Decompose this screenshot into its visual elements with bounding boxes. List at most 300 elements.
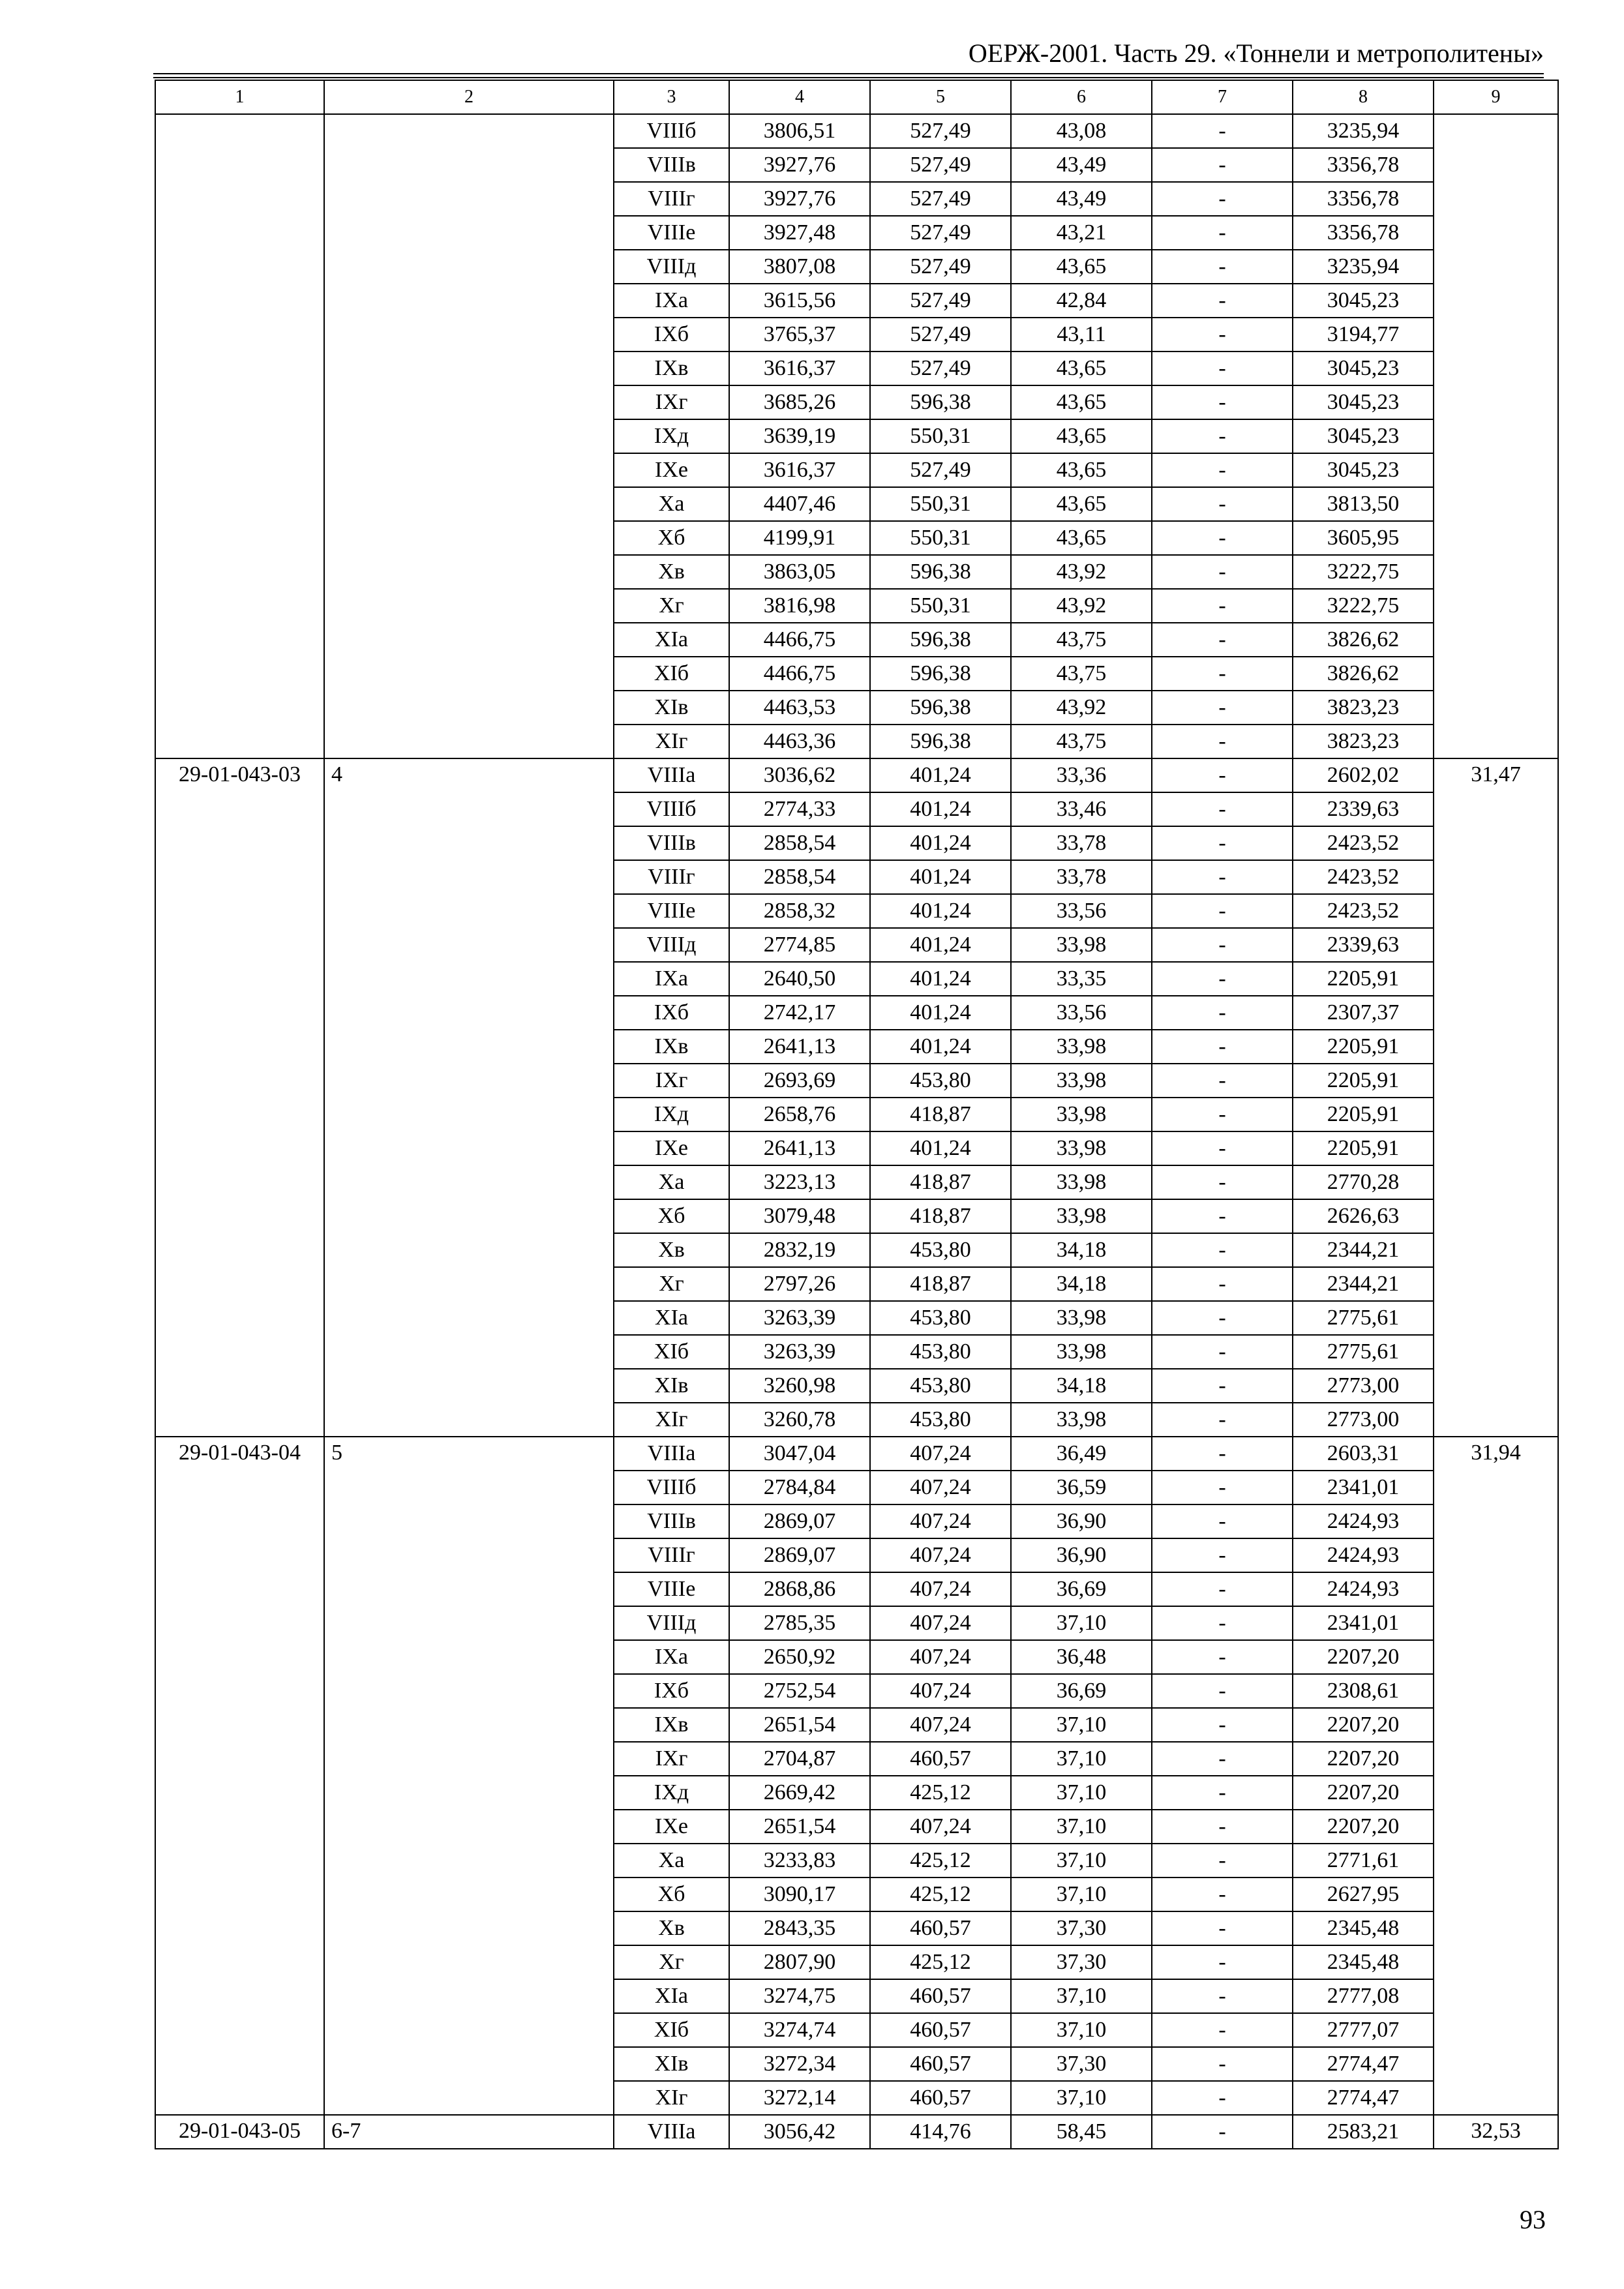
direct-cost-cell: 2640,50	[729, 962, 870, 996]
machine-cost-cell: 43,11	[1011, 318, 1152, 352]
machine-cost-cell: 37,10	[1011, 1742, 1152, 1776]
driver-wages-cell: -	[1152, 758, 1293, 792]
wages-cell: 453,80	[870, 1335, 1011, 1369]
driver-wages-cell: -	[1152, 1030, 1293, 1064]
machine-cost-cell: 33,35	[1011, 962, 1152, 996]
materials-cost-cell: 3823,23	[1293, 725, 1434, 758]
machine-cost-cell: 43,49	[1011, 148, 1152, 182]
wages-cell: 401,24	[870, 758, 1011, 792]
wages-cell: 596,38	[870, 725, 1011, 758]
driver-wages-cell: -	[1152, 1878, 1293, 1911]
machine-cost-cell: 43,92	[1011, 691, 1152, 725]
materials-cost-cell: 2603,31	[1293, 1437, 1434, 1471]
zone-cell: VIIIб	[614, 114, 729, 148]
zone-cell: VIIIб	[614, 792, 729, 826]
driver-wages-cell: -	[1152, 589, 1293, 623]
materials-cost-cell: 2770,28	[1293, 1165, 1434, 1199]
driver-wages-cell: -	[1152, 725, 1293, 758]
materials-cost-cell: 2423,52	[1293, 894, 1434, 928]
wages-cell: 407,24	[870, 1504, 1011, 1538]
direct-cost-cell: 2650,92	[729, 1640, 870, 1674]
wages-cell: 550,31	[870, 487, 1011, 521]
wages-cell: 527,49	[870, 114, 1011, 148]
driver-wages-cell: -	[1152, 792, 1293, 826]
zone-cell: VIIIб	[614, 1471, 729, 1504]
zone-cell: VIIIа	[614, 758, 729, 792]
zone-cell: VIIIе	[614, 1572, 729, 1606]
zone-cell: IXг	[614, 1064, 729, 1098]
materials-cost-cell: 2627,95	[1293, 1878, 1434, 1911]
driver-wages-cell: -	[1152, 928, 1293, 962]
machine-cost-cell: 43,65	[1011, 487, 1152, 521]
wages-cell: 460,57	[870, 2081, 1011, 2115]
zone-cell: VIIIа	[614, 2115, 729, 2149]
page-number: 93	[1520, 2205, 1546, 2234]
direct-cost-cell: 2774,33	[729, 792, 870, 826]
column-number: 9	[1434, 80, 1558, 114]
materials-cost-cell: 2205,91	[1293, 962, 1434, 996]
zone-cell: XIв	[614, 1369, 729, 1403]
wages-cell: 401,24	[870, 1030, 1011, 1064]
materials-cost-cell: 2771,61	[1293, 1844, 1434, 1878]
zone-cell: IXб	[614, 996, 729, 1030]
machine-cost-cell: 34,18	[1011, 1267, 1152, 1301]
group-number-cell: 4	[324, 758, 614, 1437]
direct-cost-cell: 2774,85	[729, 928, 870, 962]
driver-wages-cell: -	[1152, 148, 1293, 182]
materials-cost-cell: 3045,23	[1293, 284, 1434, 318]
machine-cost-cell: 42,84	[1011, 284, 1152, 318]
driver-wages-cell: -	[1152, 1437, 1293, 1471]
direct-cost-cell: 3616,37	[729, 352, 870, 385]
zone-cell: XIб	[614, 1335, 729, 1369]
machine-cost-cell: 33,56	[1011, 996, 1152, 1030]
driver-wages-cell: -	[1152, 1606, 1293, 1640]
zone-cell: VIIIг	[614, 1538, 729, 1572]
machine-cost-cell: 36,69	[1011, 1674, 1152, 1708]
wages-cell: 527,49	[870, 352, 1011, 385]
machine-cost-cell: 43,21	[1011, 216, 1152, 250]
wages-cell: 527,49	[870, 250, 1011, 284]
group-number-cell: 5	[324, 1437, 614, 2115]
materials-cost-cell: 2345,48	[1293, 1945, 1434, 1979]
zone-cell: IXв	[614, 1708, 729, 1742]
table-row	[155, 1437, 1558, 1471]
zone-cell: IXе	[614, 1810, 729, 1844]
materials-cost-cell: 2602,02	[1293, 758, 1434, 792]
wages-cell: 401,24	[870, 962, 1011, 996]
machine-cost-cell: 43,65	[1011, 453, 1152, 487]
materials-cost-cell: 3605,95	[1293, 521, 1434, 555]
machine-cost-cell: 43,08	[1011, 114, 1152, 148]
machine-cost-cell: 37,10	[1011, 1979, 1152, 2013]
driver-wages-cell: -	[1152, 555, 1293, 589]
direct-cost-cell: 2704,87	[729, 1742, 870, 1776]
materials-cost-cell: 3356,78	[1293, 182, 1434, 216]
wages-cell: 401,24	[870, 996, 1011, 1030]
page-header-title: ОЕРЖ-2001. Часть 29. «Тоннели и метрополитены»	[968, 38, 1544, 68]
driver-wages-cell: -	[1152, 1369, 1293, 1403]
materials-cost-cell: 3356,78	[1293, 216, 1434, 250]
direct-cost-cell: 2832,19	[729, 1233, 870, 1267]
driver-wages-cell: -	[1152, 1403, 1293, 1437]
column-number: 1	[155, 80, 324, 114]
zone-cell: XIв	[614, 691, 729, 725]
wages-cell: 401,24	[870, 792, 1011, 826]
zone-cell: XIг	[614, 1403, 729, 1437]
machine-cost-cell: 33,98	[1011, 1165, 1152, 1199]
driver-wages-cell: -	[1152, 1979, 1293, 2013]
direct-cost-cell: 2868,86	[729, 1572, 870, 1606]
machine-cost-cell: 33,98	[1011, 1301, 1152, 1335]
machine-cost-cell: 36,59	[1011, 1471, 1152, 1504]
driver-wages-cell: -	[1152, 318, 1293, 352]
machine-cost-cell: 43,49	[1011, 182, 1152, 216]
materials-cost-cell: 2423,52	[1293, 860, 1434, 894]
driver-wages-cell: -	[1152, 2013, 1293, 2047]
wages-cell: 453,80	[870, 1301, 1011, 1335]
column-number-row	[155, 80, 1558, 114]
machine-cost-cell: 37,10	[1011, 1810, 1152, 1844]
price-table	[155, 80, 1559, 2149]
direct-cost-cell: 2858,54	[729, 860, 870, 894]
driver-wages-cell: -	[1152, 1098, 1293, 1131]
materials-cost-cell: 2339,63	[1293, 792, 1434, 826]
direct-cost-cell: 3927,76	[729, 182, 870, 216]
driver-wages-cell: -	[1152, 1911, 1293, 1945]
machine-cost-cell: 33,98	[1011, 1335, 1152, 1369]
materials-cost-cell: 2205,91	[1293, 1064, 1434, 1098]
labor-cost-cell: 31,47	[1434, 758, 1558, 1437]
machine-cost-cell: 37,10	[1011, 1708, 1152, 1742]
zone-cell: VIIIе	[614, 216, 729, 250]
materials-cost-cell: 3826,62	[1293, 623, 1434, 657]
wages-cell: 425,12	[870, 1776, 1011, 1810]
direct-cost-cell: 2742,17	[729, 996, 870, 1030]
wages-cell: 418,87	[870, 1165, 1011, 1199]
header-rule-top	[153, 73, 1544, 74]
group-number-cell	[324, 114, 614, 758]
machine-cost-cell: 33,98	[1011, 1199, 1152, 1233]
driver-wages-cell: -	[1152, 691, 1293, 725]
direct-cost-cell: 3685,26	[729, 385, 870, 419]
machine-cost-cell: 36,90	[1011, 1504, 1152, 1538]
materials-cost-cell: 2423,52	[1293, 826, 1434, 860]
driver-wages-cell: -	[1152, 860, 1293, 894]
machine-cost-cell: 43,75	[1011, 657, 1152, 691]
wages-cell: 550,31	[870, 419, 1011, 453]
driver-wages-cell: -	[1152, 1267, 1293, 1301]
driver-wages-cell: -	[1152, 623, 1293, 657]
zone-cell: XIа	[614, 1301, 729, 1335]
zone-cell: IXв	[614, 1030, 729, 1064]
materials-cost-cell: 3222,75	[1293, 555, 1434, 589]
driver-wages-cell: -	[1152, 385, 1293, 419]
direct-cost-cell: 2843,35	[729, 1911, 870, 1945]
driver-wages-cell: -	[1152, 1199, 1293, 1233]
machine-cost-cell: 33,98	[1011, 1064, 1152, 1098]
direct-cost-cell: 2641,13	[729, 1030, 870, 1064]
direct-cost-cell: 3090,17	[729, 1878, 870, 1911]
materials-cost-cell: 2424,93	[1293, 1504, 1434, 1538]
zone-cell: XIб	[614, 657, 729, 691]
zone-cell: VIIIв	[614, 826, 729, 860]
materials-cost-cell: 2308,61	[1293, 1674, 1434, 1708]
direct-cost-cell: 2785,35	[729, 1606, 870, 1640]
norm-code-cell: 29-01-043-04	[155, 1437, 324, 2115]
machine-cost-cell: 36,90	[1011, 1538, 1152, 1572]
direct-cost-cell: 3036,62	[729, 758, 870, 792]
driver-wages-cell: -	[1152, 250, 1293, 284]
direct-cost-cell: 2869,07	[729, 1538, 870, 1572]
direct-cost-cell: 3233,83	[729, 1844, 870, 1878]
materials-cost-cell: 2775,61	[1293, 1335, 1434, 1369]
direct-cost-cell: 4463,36	[729, 725, 870, 758]
wages-cell: 527,49	[870, 148, 1011, 182]
materials-cost-cell: 3045,23	[1293, 352, 1434, 385]
materials-cost-cell: 2344,21	[1293, 1233, 1434, 1267]
driver-wages-cell: -	[1152, 894, 1293, 928]
direct-cost-cell: 3272,14	[729, 2081, 870, 2115]
materials-cost-cell: 2207,20	[1293, 1742, 1434, 1776]
driver-wages-cell: -	[1152, 521, 1293, 555]
materials-cost-cell: 2205,91	[1293, 1098, 1434, 1131]
norm-code-cell: 29-01-043-03	[155, 758, 324, 1437]
zone-cell: IXд	[614, 1776, 729, 1810]
direct-cost-cell: 3616,37	[729, 453, 870, 487]
driver-wages-cell: -	[1152, 114, 1293, 148]
driver-wages-cell: -	[1152, 2115, 1293, 2149]
materials-cost-cell: 2424,93	[1293, 1538, 1434, 1572]
zone-cell: IXа	[614, 962, 729, 996]
direct-cost-cell: 2752,54	[729, 1674, 870, 1708]
column-number: 7	[1152, 80, 1293, 114]
driver-wages-cell: -	[1152, 1131, 1293, 1165]
wages-cell: 407,24	[870, 1471, 1011, 1504]
zone-cell: Xб	[614, 521, 729, 555]
driver-wages-cell: -	[1152, 1471, 1293, 1504]
driver-wages-cell: -	[1152, 453, 1293, 487]
machine-cost-cell: 43,92	[1011, 589, 1152, 623]
materials-cost-cell: 2205,91	[1293, 1030, 1434, 1064]
direct-cost-cell: 2869,07	[729, 1504, 870, 1538]
driver-wages-cell: -	[1152, 487, 1293, 521]
wages-cell: 407,24	[870, 1538, 1011, 1572]
labor-cost-cell	[1434, 114, 1558, 758]
driver-wages-cell: -	[1152, 284, 1293, 318]
materials-cost-cell: 2775,61	[1293, 1301, 1434, 1335]
wages-cell: 527,49	[870, 453, 1011, 487]
zone-cell: VIIIв	[614, 148, 729, 182]
machine-cost-cell: 33,98	[1011, 1403, 1152, 1437]
machine-cost-cell: 37,10	[1011, 1878, 1152, 1911]
table-row	[155, 758, 1558, 792]
norm-code-cell	[155, 114, 324, 758]
zone-cell: Xв	[614, 1233, 729, 1267]
driver-wages-cell: -	[1152, 1504, 1293, 1538]
machine-cost-cell: 33,78	[1011, 860, 1152, 894]
direct-cost-cell: 3615,56	[729, 284, 870, 318]
materials-cost-cell: 2307,37	[1293, 996, 1434, 1030]
driver-wages-cell: -	[1152, 1301, 1293, 1335]
driver-wages-cell: -	[1152, 1335, 1293, 1369]
driver-wages-cell: -	[1152, 1233, 1293, 1267]
header-rule-bottom	[153, 77, 1544, 78]
machine-cost-cell: 37,30	[1011, 1911, 1152, 1945]
zone-cell: VIIIд	[614, 928, 729, 962]
zone-cell: Xг	[614, 1267, 729, 1301]
driver-wages-cell: -	[1152, 1776, 1293, 1810]
materials-cost-cell: 3826,62	[1293, 657, 1434, 691]
wages-cell: 407,24	[870, 1606, 1011, 1640]
wages-cell: 453,80	[870, 1233, 1011, 1267]
machine-cost-cell: 43,65	[1011, 352, 1152, 385]
direct-cost-cell: 4466,75	[729, 657, 870, 691]
direct-cost-cell: 2658,76	[729, 1098, 870, 1131]
direct-cost-cell: 4407,46	[729, 487, 870, 521]
direct-cost-cell: 3765,37	[729, 318, 870, 352]
machine-cost-cell: 43,75	[1011, 725, 1152, 758]
wages-cell: 453,80	[870, 1403, 1011, 1437]
wages-cell: 596,38	[870, 555, 1011, 589]
wages-cell: 407,24	[870, 1437, 1011, 1471]
machine-cost-cell: 33,36	[1011, 758, 1152, 792]
materials-cost-cell: 3356,78	[1293, 148, 1434, 182]
zone-cell: VIIIд	[614, 250, 729, 284]
materials-cost-cell: 2774,47	[1293, 2081, 1434, 2115]
column-number: 2	[324, 80, 614, 114]
direct-cost-cell: 2858,54	[729, 826, 870, 860]
materials-cost-cell: 2774,47	[1293, 2047, 1434, 2081]
machine-cost-cell: 43,75	[1011, 623, 1152, 657]
materials-cost-cell: 3222,75	[1293, 589, 1434, 623]
wages-cell: 527,49	[870, 216, 1011, 250]
table-row	[155, 2115, 1558, 2149]
driver-wages-cell: -	[1152, 182, 1293, 216]
wages-cell: 596,38	[870, 691, 1011, 725]
driver-wages-cell: -	[1152, 1810, 1293, 1844]
machine-cost-cell: 34,18	[1011, 1369, 1152, 1403]
driver-wages-cell: -	[1152, 1538, 1293, 1572]
wages-cell: 460,57	[870, 1979, 1011, 2013]
materials-cost-cell: 2777,08	[1293, 1979, 1434, 2013]
wages-cell: 401,24	[870, 1131, 1011, 1165]
machine-cost-cell: 33,56	[1011, 894, 1152, 928]
wages-cell: 453,80	[870, 1064, 1011, 1098]
zone-cell: Xа	[614, 1844, 729, 1878]
materials-cost-cell: 2424,93	[1293, 1572, 1434, 1606]
machine-cost-cell: 37,10	[1011, 1844, 1152, 1878]
direct-cost-cell: 3260,78	[729, 1403, 870, 1437]
column-number: 6	[1011, 80, 1152, 114]
wages-cell: 407,24	[870, 1708, 1011, 1742]
machine-cost-cell: 36,69	[1011, 1572, 1152, 1606]
driver-wages-cell: -	[1152, 1844, 1293, 1878]
wages-cell: 425,12	[870, 1878, 1011, 1911]
zone-cell: Xв	[614, 555, 729, 589]
direct-cost-cell: 3816,98	[729, 589, 870, 623]
zone-cell: IXб	[614, 1674, 729, 1708]
direct-cost-cell: 3047,04	[729, 1437, 870, 1471]
driver-wages-cell: -	[1152, 352, 1293, 385]
zone-cell: IXе	[614, 453, 729, 487]
driver-wages-cell: -	[1152, 1640, 1293, 1674]
zone-cell: XIг	[614, 2081, 729, 2115]
zone-cell: Xв	[614, 1911, 729, 1945]
wages-cell: 401,24	[870, 860, 1011, 894]
zone-cell: XIа	[614, 1979, 729, 2013]
direct-cost-cell: 2651,54	[729, 1708, 870, 1742]
wages-cell: 460,57	[870, 2013, 1011, 2047]
zone-cell: VIIIг	[614, 860, 729, 894]
direct-cost-cell: 3927,48	[729, 216, 870, 250]
zone-cell: Xб	[614, 1199, 729, 1233]
zone-cell: Xа	[614, 487, 729, 521]
zone-cell: IXв	[614, 352, 729, 385]
machine-cost-cell: 33,98	[1011, 1098, 1152, 1131]
materials-cost-cell: 2583,21	[1293, 2115, 1434, 2149]
direct-cost-cell: 2669,42	[729, 1776, 870, 1810]
column-number: 8	[1293, 80, 1434, 114]
materials-cost-cell: 3235,94	[1293, 250, 1434, 284]
zone-cell: XIа	[614, 623, 729, 657]
wages-cell: 418,87	[870, 1199, 1011, 1233]
direct-cost-cell: 3263,39	[729, 1335, 870, 1369]
direct-cost-cell: 4199,91	[729, 521, 870, 555]
wages-cell: 596,38	[870, 623, 1011, 657]
driver-wages-cell: -	[1152, 1742, 1293, 1776]
wages-cell: 460,57	[870, 1742, 1011, 1776]
machine-cost-cell: 43,92	[1011, 555, 1152, 589]
materials-cost-cell: 2773,00	[1293, 1369, 1434, 1403]
machine-cost-cell: 33,78	[1011, 826, 1152, 860]
direct-cost-cell: 3863,05	[729, 555, 870, 589]
zone-cell: IXа	[614, 1640, 729, 1674]
materials-cost-cell: 2341,01	[1293, 1471, 1434, 1504]
materials-cost-cell: 2207,20	[1293, 1776, 1434, 1810]
machine-cost-cell: 43,65	[1011, 250, 1152, 284]
driver-wages-cell: -	[1152, 1708, 1293, 1742]
wages-cell: 550,31	[870, 521, 1011, 555]
direct-cost-cell: 3260,98	[729, 1369, 870, 1403]
machine-cost-cell: 36,48	[1011, 1640, 1152, 1674]
zone-cell: VIIIг	[614, 182, 729, 216]
wages-cell: 596,38	[870, 657, 1011, 691]
materials-cost-cell: 3045,23	[1293, 385, 1434, 419]
driver-wages-cell: -	[1152, 216, 1293, 250]
zone-cell: VIIIа	[614, 1437, 729, 1471]
machine-cost-cell: 37,10	[1011, 2013, 1152, 2047]
direct-cost-cell: 3274,75	[729, 1979, 870, 2013]
direct-cost-cell: 2693,69	[729, 1064, 870, 1098]
direct-cost-cell: 3079,48	[729, 1199, 870, 1233]
materials-cost-cell: 2626,63	[1293, 1199, 1434, 1233]
driver-wages-cell: -	[1152, 2047, 1293, 2081]
machine-cost-cell: 33,98	[1011, 1131, 1152, 1165]
zone-cell: Xа	[614, 1165, 729, 1199]
wages-cell: 425,12	[870, 1945, 1011, 1979]
wages-cell: 453,80	[870, 1369, 1011, 1403]
direct-cost-cell: 3263,39	[729, 1301, 870, 1335]
zone-cell: Xг	[614, 1945, 729, 1979]
machine-cost-cell: 37,10	[1011, 1606, 1152, 1640]
zone-cell: Xг	[614, 589, 729, 623]
zone-cell: IXд	[614, 419, 729, 453]
wages-cell: 414,76	[870, 2115, 1011, 2149]
machine-cost-cell: 43,65	[1011, 419, 1152, 453]
materials-cost-cell: 2344,21	[1293, 1267, 1434, 1301]
materials-cost-cell: 2777,07	[1293, 2013, 1434, 2047]
